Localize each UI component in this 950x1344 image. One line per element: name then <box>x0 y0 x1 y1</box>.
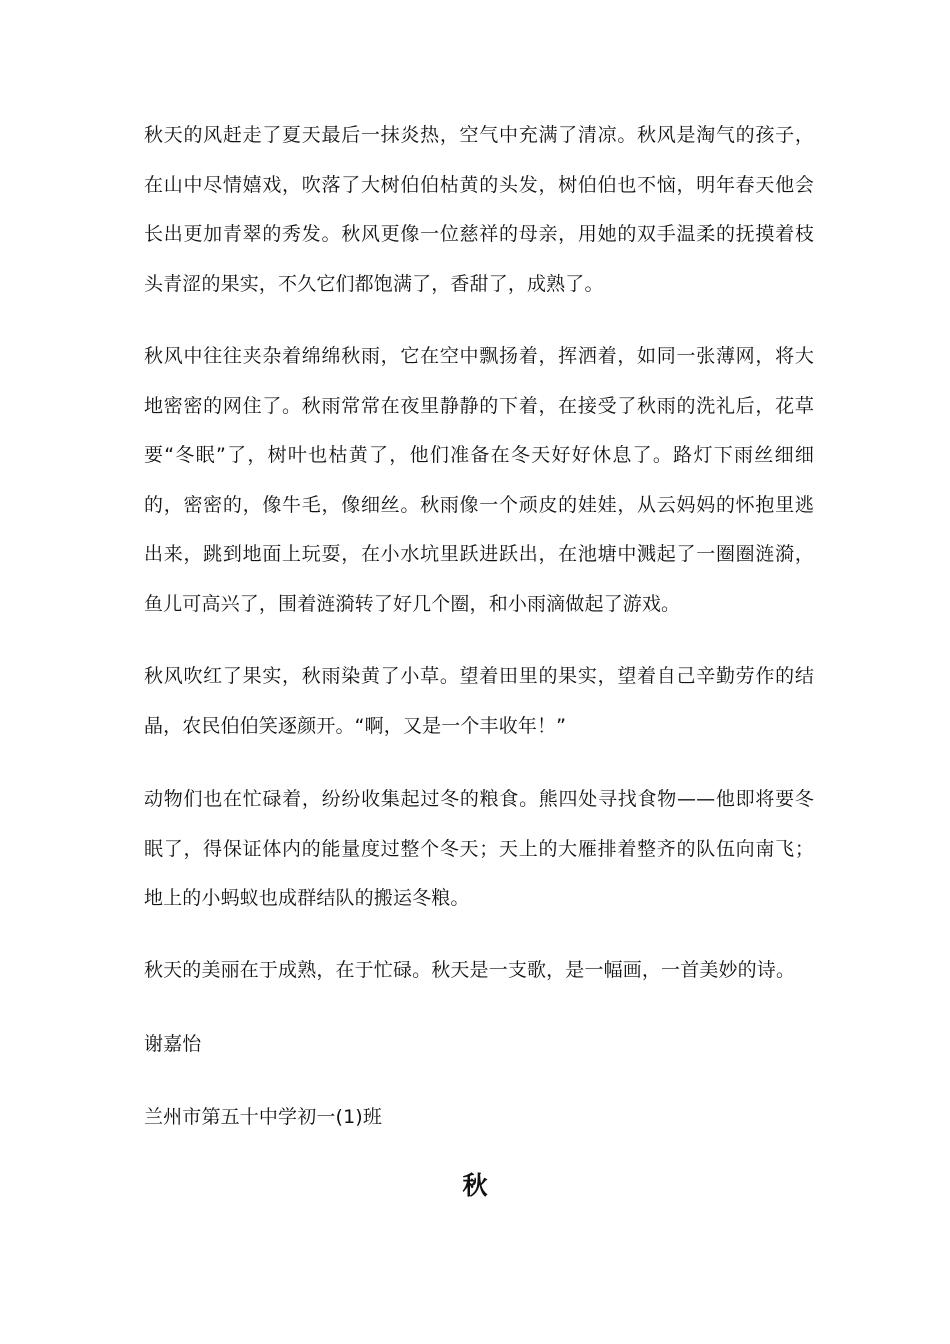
essay-paragraph-2: 秋风中往往夹杂着绵绵秋雨，它在空中飘扬着，挥洒着，如同一张薄网，将大地密密的网住了。秋雨常常在夜里静静的下着，在接受了秋雨的洗礼后，花草要“冬眠”了，树叶也枯黄了，他们准备在冬天好好休息了。路灯下雨丝细细的，密密的，像牛毛，像细丝。秋雨像一个顽皮的娃娃，从云妈妈的怀抱里逃出来，跳到地面上玩耍，在小水坑里跃进跃出，在池塘中溅起了一圈圈涟漪，鱼儿可高兴了，围着涟漪转了好几个圈，和小雨滴做起了游戏。 <box>144 345 814 615</box>
essay-paragraph-1: 秋天的风赶走了夏天最后一抹炎热，空气中充满了清凉。秋风是淘气的孩子，在山中尽情嬉戏，吹落了大树伯伯枯黄的头发，树伯伯也不恼，明年春天他会长出更加青翠的秀发。秋风更像一位慈祥的母亲，用她的双手温柔的抚摸着枝头青涩的果实，不久它们都饱满了，香甜了，成熟了。 <box>144 124 814 295</box>
author-school: 兰州市第五十中学初一(1)班 <box>144 1106 383 1128</box>
essay-paragraph-5: 秋天的美丽在于成熟，在于忙碌。秋天是一支歌，是一幅画，一首美妙的诗。 <box>144 959 796 981</box>
next-essay-title: 秋 <box>462 1171 488 1200</box>
author-name: 谢嘉怡 <box>144 1033 202 1055</box>
essay-paragraph-3: 秋风吹红了果实，秋雨染黄了小草。望着田里的果实，望着自己辛勤劳作的结晶，农民伯伯笑逐颜开。“啊，又是一个丰收年！” <box>144 665 814 737</box>
essay-paragraph-4: 动物们也在忙碌着，纷纷收集起过冬的粮食。熊四处寻找食物——他即将要冬眠了，得保证体内的能量度过整个冬天；天上的大雁排着整齐的队伍向南飞；地上的小蚂蚁也成群结队的搬运冬粮。 <box>144 788 814 909</box>
